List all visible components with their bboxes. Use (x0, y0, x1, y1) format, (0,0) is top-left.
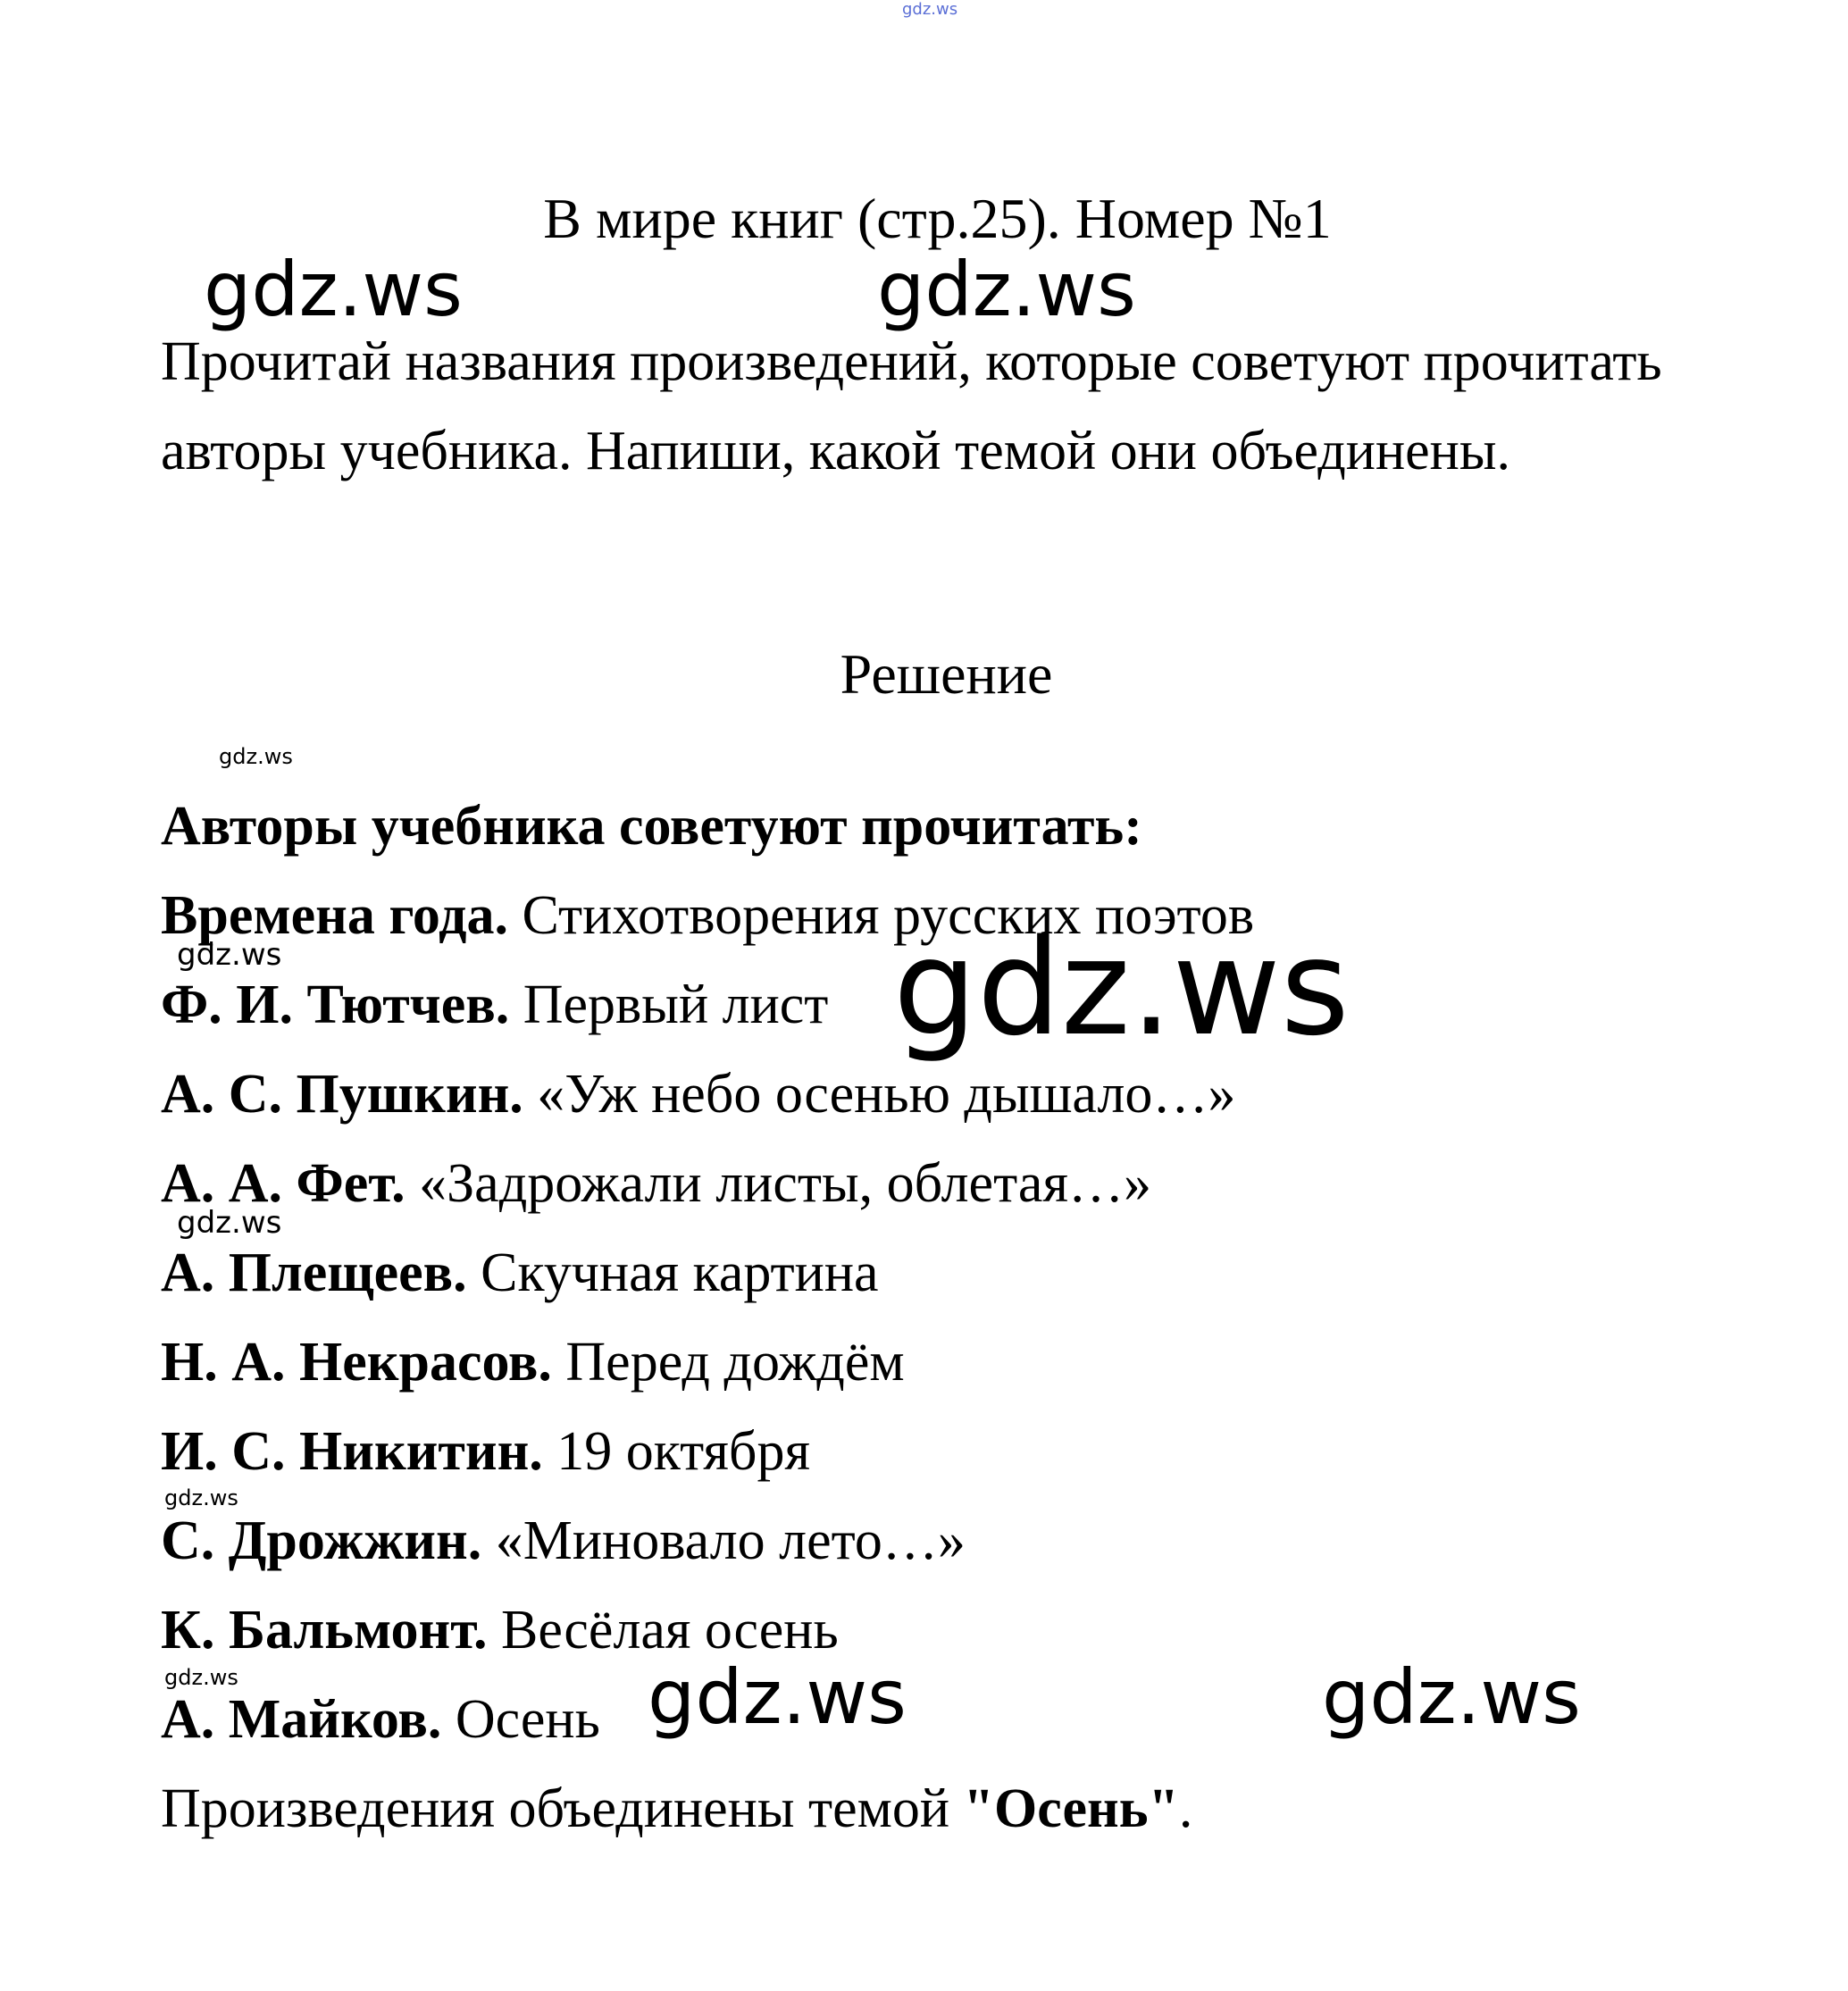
watermark-small-2: gdz.ws (164, 1485, 238, 1510)
work-title: Осень (455, 1689, 600, 1750)
author-name: К. Бальмонт. (161, 1600, 488, 1661)
work-title: Перед дождём (565, 1332, 905, 1393)
page-title: В мире книг (стр.25). Номер №1 (543, 187, 1332, 250)
watermark-bottom-left: gdz.ws (648, 1653, 907, 1741)
author-name: А. С. Пушкин. (161, 1064, 523, 1125)
watermark-huge: gdz.ws (893, 911, 1350, 1065)
author-name: А. Плещеев. (161, 1242, 467, 1303)
task-prompt: Прочитай названия произведений, которые советуют прочитать авторы учебника. Напиши, какой темой они объединены. (161, 331, 1662, 481)
list-item (161, 1228, 1724, 1318)
watermark-small-1: gdz.ws (219, 744, 293, 769)
recommend-heading: Авторы учебника советуют прочитать: (161, 796, 1142, 857)
author-name: И. С. Никитин. (161, 1421, 543, 1482)
work-title: Стихотворения русских поэтов (522, 885, 1255, 946)
list-item (161, 1407, 1724, 1496)
author-name: А. А. Фет. (161, 1153, 406, 1214)
conclusion-theme: "Осень" (963, 1778, 1179, 1839)
author-name: Н. А. Некрасов. (161, 1332, 552, 1393)
author-name: Времена года. (161, 885, 509, 946)
watermark-bottom-right: gdz.ws (1322, 1653, 1581, 1741)
watermark-small-3: gdz.ws (164, 1665, 238, 1690)
conclusion-prefix: Произведения объединены темой (161, 1778, 964, 1839)
work-title: «Задрожали листы, облетая…» (419, 1153, 1151, 1214)
author-name: А. Майков. (161, 1689, 442, 1750)
work-title: Первый лист (523, 975, 829, 1035)
work-title: «Уж небо осенью дышало…» (537, 1064, 1236, 1125)
conclusion (161, 1764, 1192, 1853)
work-title: 19 октября (556, 1421, 810, 1482)
list-item (161, 1318, 1724, 1407)
author-name: Ф. И. Тютчев. (161, 975, 510, 1035)
work-title: «Миновало лето…» (495, 1510, 966, 1571)
conclusion-suffix: . (1178, 1778, 1193, 1839)
watermark-header-right: gdz.ws (877, 246, 1136, 333)
author-name: С. Дрожжин. (161, 1510, 482, 1571)
watermark-medium-1: gdz.ws (177, 937, 282, 973)
work-title: Весёлая осень (501, 1600, 839, 1661)
watermark-top: gdz.ws (902, 0, 958, 19)
watermark-medium-2: gdz.ws (177, 1205, 282, 1241)
solution-label: Решение (840, 642, 1053, 706)
work-title: Скучная картина (481, 1242, 879, 1303)
watermark-header-left: gdz.ws (204, 246, 463, 333)
list-item (161, 1496, 1724, 1585)
list-item (161, 1139, 1724, 1228)
